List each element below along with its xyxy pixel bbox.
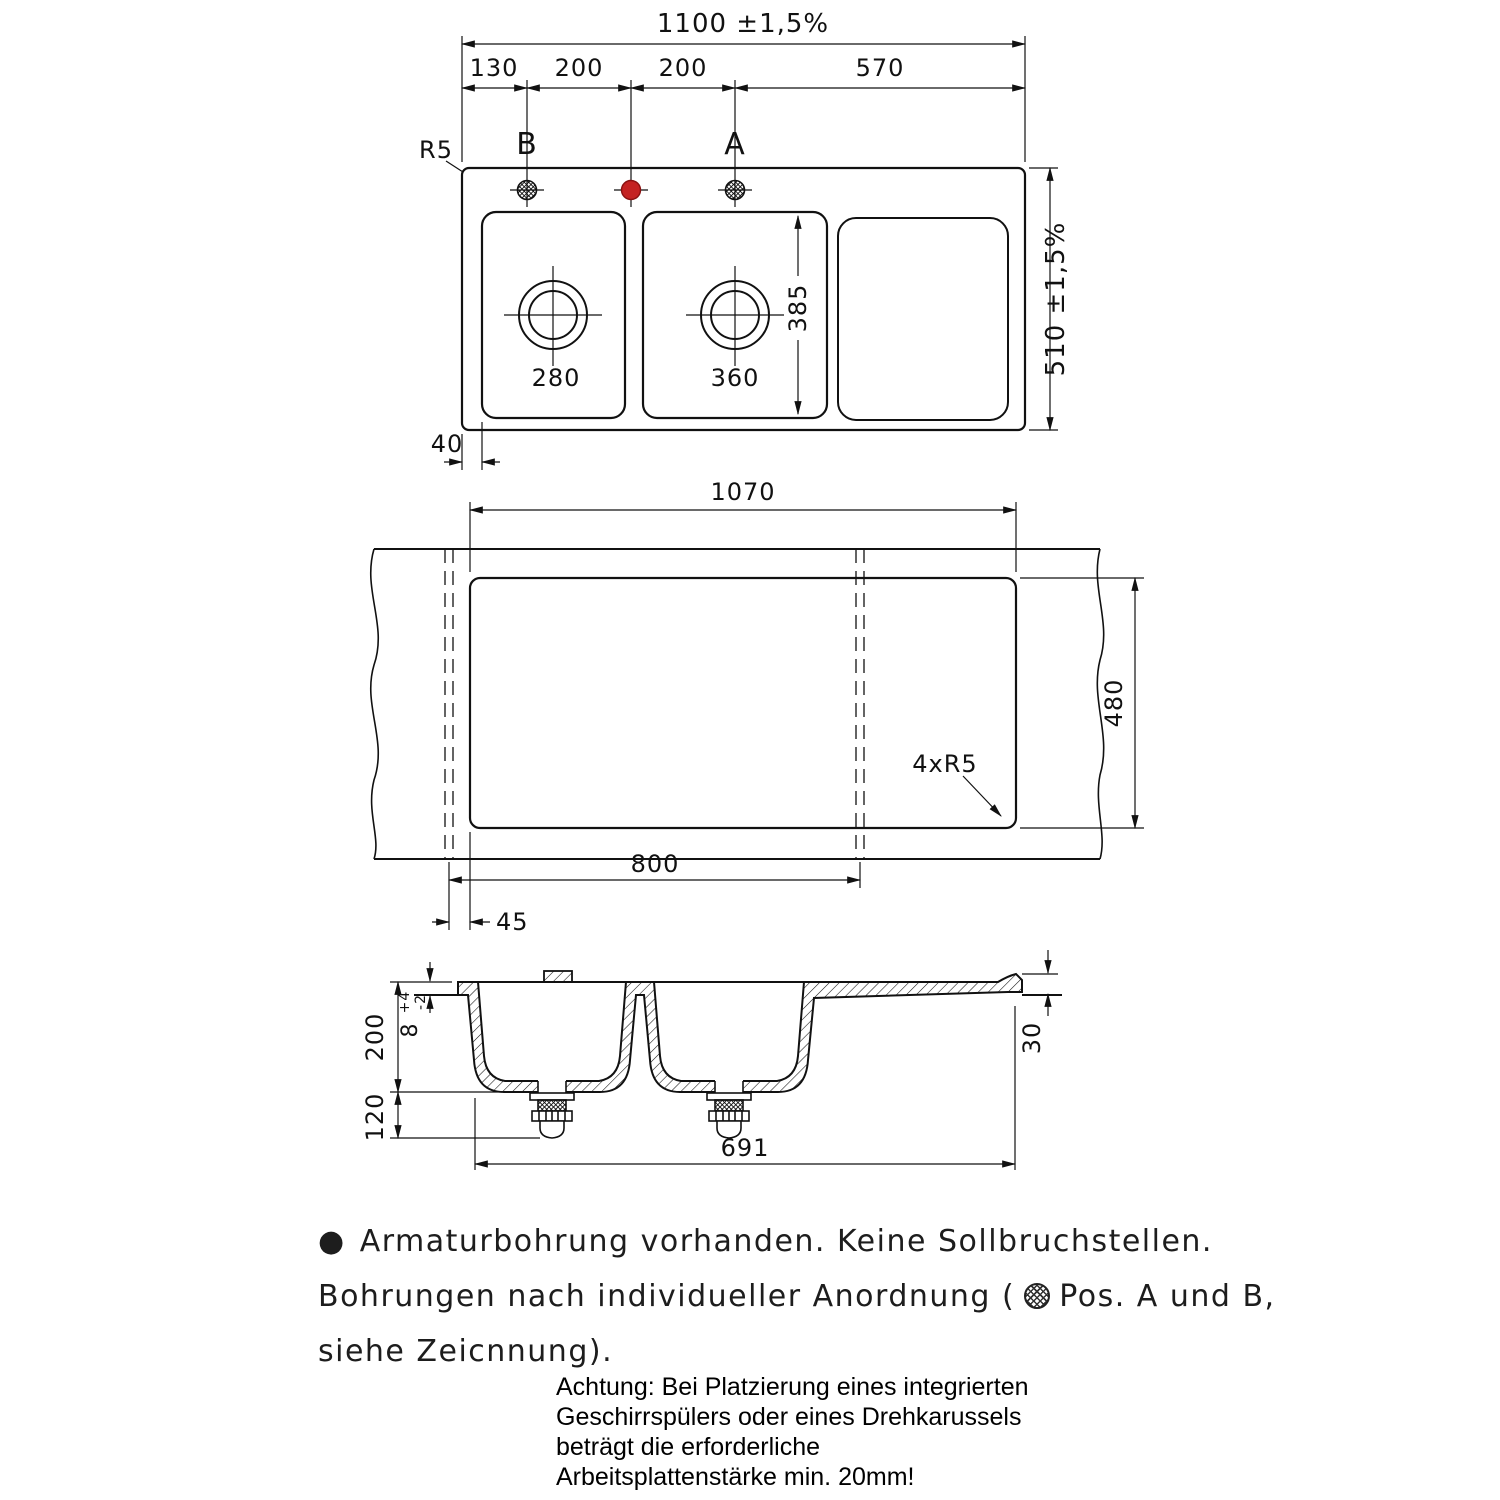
position-a-label: A bbox=[724, 127, 746, 162]
dim-200b-label: 200 bbox=[658, 54, 708, 82]
dim-800-label: 800 bbox=[630, 850, 680, 878]
cutout-dimensions bbox=[432, 502, 1144, 930]
dim-130-label: 130 bbox=[469, 54, 519, 82]
existing-faucet-hole-icon bbox=[622, 181, 641, 200]
warning-line-3: beträgt die erforderliche bbox=[556, 1433, 821, 1461]
dim-8-label: 8 bbox=[398, 1022, 423, 1038]
section-view bbox=[361, 950, 1062, 1170]
dim-120-label: 120 bbox=[361, 1092, 389, 1142]
radius-r5-label: R5 bbox=[419, 136, 453, 164]
corner-radius-label: 4xR5 bbox=[912, 750, 978, 778]
sink-section-body bbox=[458, 974, 1022, 1092]
position-b-label: B bbox=[516, 127, 538, 162]
note-line-3-text: siehe Zeicnnung). bbox=[318, 1334, 614, 1369]
warning-note bbox=[556, 1372, 1029, 1492]
hidden-edge-lines bbox=[445, 549, 864, 859]
dim-8-tol-plus-label: +4 bbox=[397, 990, 413, 1014]
dim-1070-label: 1070 bbox=[710, 478, 776, 506]
note-line-2 bbox=[318, 1269, 1276, 1324]
note-line-1-text: Armaturbohrung vorhanden. Keine Sollbruchstellen. bbox=[359, 1224, 1213, 1259]
plan-view bbox=[419, 9, 1071, 470]
filled-circle-bullet-icon: ● bbox=[318, 1224, 346, 1259]
cutout-outline bbox=[470, 578, 1016, 828]
note-line-3 bbox=[318, 1324, 1276, 1379]
dim-385-label: 385 bbox=[784, 283, 812, 333]
dim-200a-label: 200 bbox=[554, 54, 604, 82]
dim-30-label: 30 bbox=[1018, 1021, 1046, 1055]
dim-8-tol-minus-label: -2 bbox=[413, 994, 429, 1010]
dim-280-label: 280 bbox=[531, 364, 581, 392]
warning-line-2: Geschirrspülers oder eines Drehkarussels bbox=[556, 1403, 1022, 1431]
warning-line-4: Arbeitsplattenstärke min. 20mm! bbox=[556, 1463, 915, 1491]
note-line-1 bbox=[318, 1214, 1276, 1269]
faucet-hole-a-icon bbox=[726, 181, 745, 200]
note-line-2-text-b: Pos. A und B, bbox=[1059, 1279, 1276, 1314]
dim-360-label: 360 bbox=[710, 364, 760, 392]
break-line-left bbox=[371, 549, 379, 859]
hatched-circle-icon bbox=[1024, 1283, 1050, 1309]
cutout-view bbox=[371, 478, 1144, 936]
dim-691-label: 691 bbox=[720, 1134, 770, 1162]
faucet-hole-b-icon bbox=[518, 181, 537, 200]
dim-570-label: 570 bbox=[855, 54, 905, 82]
dim-200-label: 200 bbox=[361, 1012, 389, 1062]
dim-40-label: 40 bbox=[430, 430, 464, 458]
dim-45-label: 45 bbox=[496, 908, 529, 936]
dim-overall-depth-label: 510 ±1,5% bbox=[1041, 221, 1071, 377]
note-line-2-text-a: Bohrungen nach individueller Anordnung ( bbox=[318, 1279, 1016, 1314]
dim-480-label: 480 bbox=[1100, 678, 1128, 728]
dim-overall-width-label: 1100 ±1,5% bbox=[656, 9, 830, 39]
faucet-hole-block bbox=[544, 971, 572, 982]
note-armaturbohrung bbox=[318, 1214, 1276, 1379]
warning-line-1: Achtung: Bei Platzierung eines integrierten bbox=[556, 1373, 1029, 1401]
